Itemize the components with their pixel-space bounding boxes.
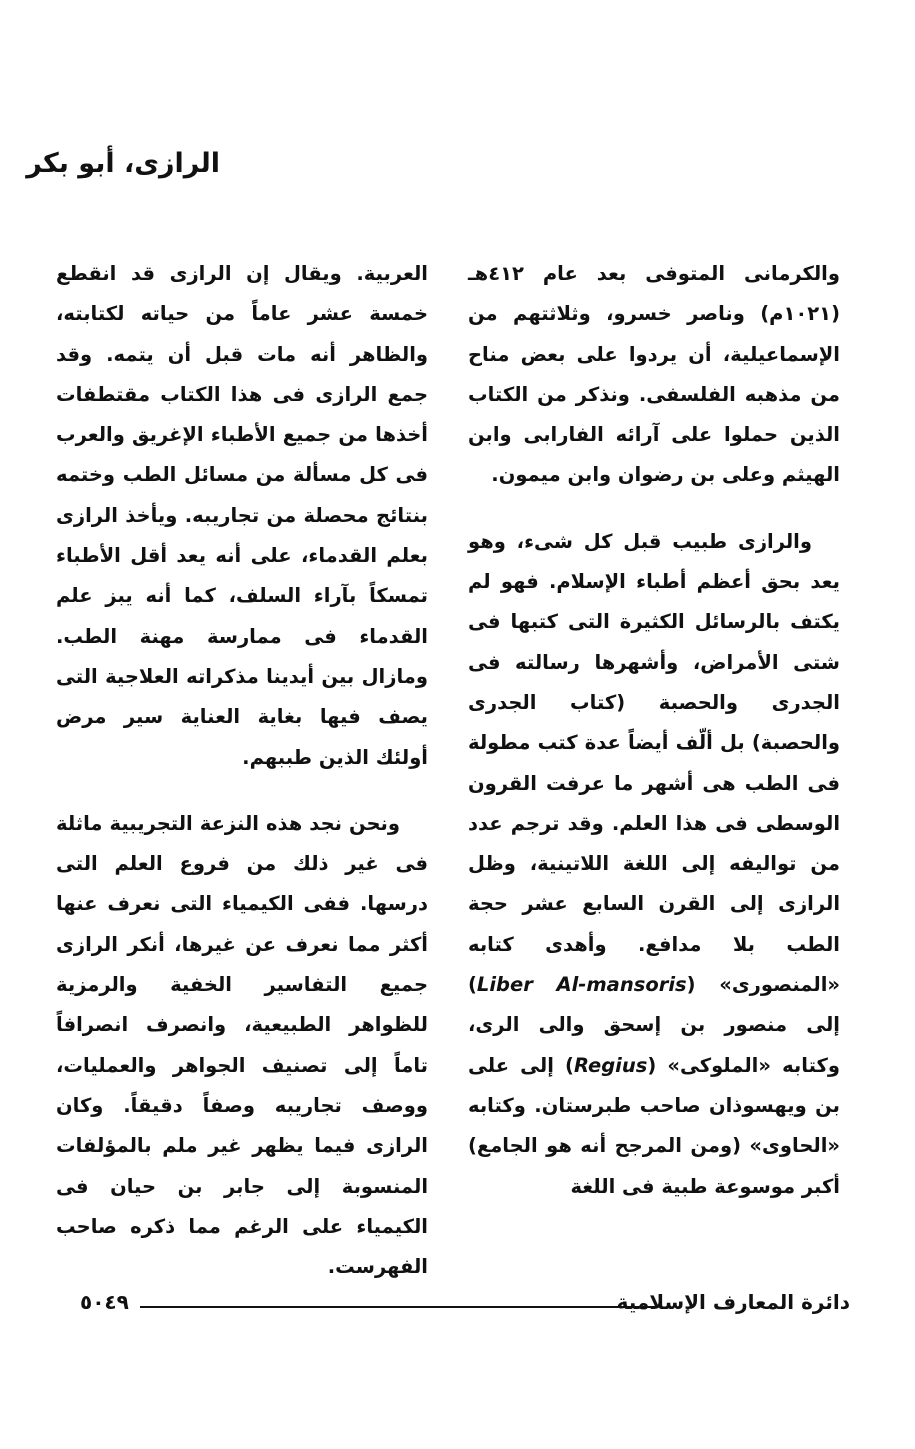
- footer-rule: [140, 1306, 655, 1308]
- latin-title: Regius: [573, 1053, 648, 1077]
- paragraph-text: والرازى طبيب قبل كل شىء، وهو يعد بحق أعظم أطباء الإسلام. فهو لم يكتف بالرسائل الكثيرة التى كتبها فى شتى الأمراض، وأشهرها رسالته فى الجدرى والحصبة (كتاب الجدرى والحصبة) بل ألّف أيضاً عدة كتب مطولة فى الطب هى أشهر ما عرفت القرون الوسطى فى هذا العلم. وقد ترجم عدد من تواليفه إلى اللغة اللاتينية، وظل الرازى إلى القرن السابع عشر حجة الطب بلا مدافع. وأهدى كتابه «المنصورى» (: [468, 529, 840, 997]
- latin-title: Liber Al-mansoris: [476, 973, 687, 997]
- paragraph-text: ) إلى على بن ويهسوذان صاحب طبرستان. وكتابه «الحاوى» (ومن المرجح أنه هو الجامع) أكبر موسوعة طبية فى اللغة: [468, 1053, 840, 1198]
- page-footer: [80, 1290, 850, 1320]
- paragraph: العربية. ويقال إن الرازى قد انقطع خمسة عشر عاماً من حياته لكتابته، والظاهر أنه مات قبل أن يتمه. وقد جمع الرازى فى هذا الكتاب مقتطفات أخذها من جميع الأطباء الإغريق والعرب فى كل مسألة من مسائل الطب وختمه بنتائج محصلة من تجاريبه. ويأخذ الرازى بعلم القدماء، على أنه يعد أقل الأطباء تمسكاً بآراء السلف، كما أنه يبز علم القدماء فى ممارسة مهنة الطب. ومازال بين أيدينا مذكراته العلاجية التى يصف فيها بغاية العناية سير مرض أولئك الذين طببهم.: [56, 262, 428, 769]
- text-column-right: [468, 254, 840, 1233]
- paragraph: [468, 522, 840, 1207]
- paragraph: والكرمانى المتوفى بعد عام ٤١٢هـ (١٠٢١م) وناصر خسرو، وثلاثتهم من الإسماعيلية، أن يردوا على بعض مناح من مذهبه الفلسفى. ونذكر من الكتاب الذين حملوا على آرائه الفارابى وابن الهيثم وعلى بن رضوان وابن ميمون.: [468, 262, 840, 487]
- page-number: ٥٠٤٩: [80, 1290, 129, 1314]
- paragraph-text: ) إلى منصور بن إسحق والى الرى، وكتابه «الملوكى» (: [468, 973, 840, 1077]
- running-header: الرازى، أبو بكر: [26, 148, 220, 179]
- text-column-left: [56, 254, 428, 1313]
- paragraph: ونحن نجد هذه النزعة التجريبية ماثلة فى غير ذلك من فروع العلم التى درسها. ففى الكيمياء التى نعرف عنها أكثر مما نعرف عن غيرها، أنكر الرازى جميع التفاسير الخفية والرمزية للظواهر الطبيعية، وانصرف انصرافاً تاماً إلى تصنيف الجواهر والعمليات، ووصف تجاريبه وصفاً دقيقاً. وكان الرازى فيما يظهر غير ملم بالمؤلفات المنسوبة إلى جابر بن حيان فى الكيمياء على الرغم مما ذكره صاحب الفهرست.: [56, 811, 428, 1279]
- publication-title: دائرة المعارف الإسلامية: [616, 1290, 850, 1314]
